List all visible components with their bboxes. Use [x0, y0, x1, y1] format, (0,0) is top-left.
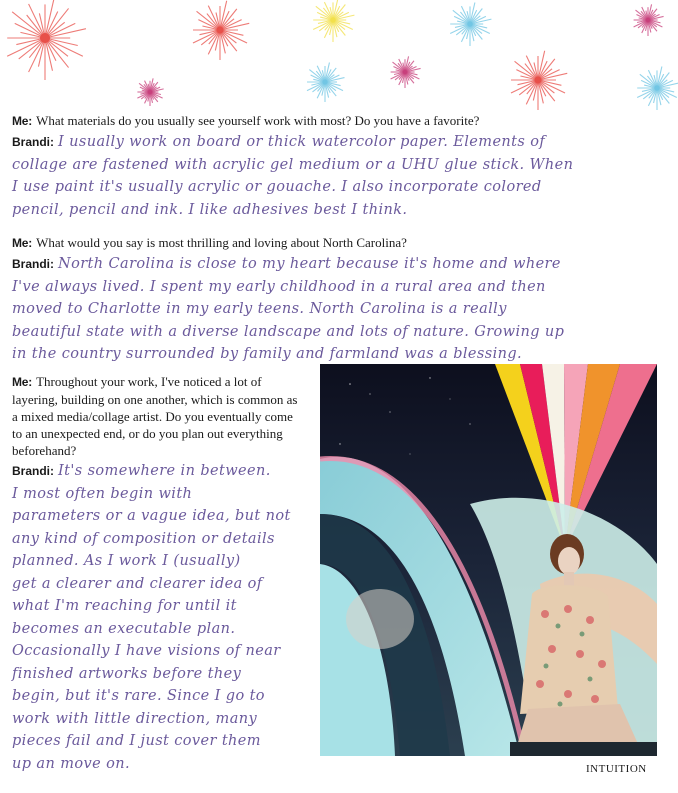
starburst [307, 63, 345, 102]
speaker-me-label: Me: [12, 375, 33, 389]
starburst [450, 3, 491, 46]
question-line: beforehand? [12, 443, 77, 458]
answer-text [12, 256, 662, 366]
starburst [7, 0, 86, 80]
answer-line: planned. As I work I (usually) [12, 553, 241, 569]
answer-line: pieces fail and I just cover them [12, 733, 261, 749]
speaker-brandi-label: Brandi: [12, 135, 54, 149]
qa-block-materials [12, 112, 662, 221]
answer-text [12, 134, 662, 221]
answer-line: work with little direction, many [12, 710, 258, 727]
answer-line: I use paint it's usually acrylic or gouache. I also incorporate colored [12, 179, 542, 195]
speaker-brandi-label: Brandi: [12, 257, 54, 271]
answer-line: in the country surrounded by family and farmland was a blessing. [12, 346, 523, 362]
answer-line: pencil, pencil and ink. I like adhesives best I think. [12, 201, 408, 218]
question-line: layering, building on one another, which is common as [12, 392, 298, 407]
answer-line: becomes an executable plan. [12, 620, 236, 637]
starburst [137, 78, 163, 106]
artwork-caption: INTUITION [586, 763, 647, 775]
starburst [313, 0, 354, 42]
starburst [511, 51, 567, 110]
question-materials [12, 112, 662, 130]
question-north-carolina [12, 234, 662, 252]
starburst [193, 1, 249, 60]
answer-line: begin, but it's rare. Since I go to [12, 688, 265, 704]
answer-text [12, 463, 332, 775]
speaker-me-label: Me: [12, 114, 33, 128]
answer-line: I most often begin with [12, 485, 193, 502]
starburst [391, 56, 421, 88]
question-line: to an unexpected end, or do you plan out everything [12, 426, 283, 441]
artwork-intuition-image [320, 364, 657, 756]
smudge-mark [346, 589, 414, 649]
answer-materials [12, 131, 662, 221]
answer-line: I usually work on board or thick watercolor paper. Elements of [58, 134, 546, 150]
question-line: a mixed media/collage artist. Do you eventually come [12, 409, 293, 424]
answer-process [12, 460, 332, 775]
answer-line: any kind of composition or details [12, 530, 275, 547]
question-line: Throughout your work, I've noticed a lot of [36, 374, 262, 389]
answer-line: Occasionally I have visions of near [12, 643, 281, 659]
question-process [12, 373, 332, 459]
answer-line: It's somewhere in between. [58, 463, 271, 479]
starburst [634, 4, 664, 36]
answer-line: get a clearer and clearer idea of [12, 575, 263, 592]
qa-block-north-carolina [12, 234, 662, 366]
answer-north-carolina [12, 253, 662, 366]
answer-line: finished artworks before they [12, 665, 242, 682]
starburst-decoration [0, 0, 678, 112]
answer-line: beautiful state with a diverse landscape and lots of nature. Growing up [12, 323, 565, 340]
speaker-brandi-label: Brandi: [12, 464, 54, 478]
question-text: What would you say is most thrilling and loving about North Carolina? [36, 235, 407, 250]
answer-line: North Carolina is close to my heart because it's home and where [58, 256, 561, 272]
speaker-me-label: Me: [12, 236, 33, 250]
answer-line: collage are fastened with acrylic gel medium or a UHU glue stick. When [12, 156, 574, 173]
question-text: What materials do you usually see yourself work with most? Do you have a favorite? [36, 113, 480, 128]
answer-line: what I'm reaching for until it [12, 598, 237, 614]
answer-line: up an move on. [12, 755, 130, 772]
qa-block-process [12, 373, 332, 775]
answer-line: moved to Charlotte in my early teens. North Carolina is a really [12, 301, 507, 317]
collage-illustration [320, 364, 657, 756]
answer-line: I've always lived. I spent my early childhood in a rural area and then [12, 278, 546, 295]
starburst [637, 67, 678, 110]
answer-line: parameters or a vague idea, but not [12, 508, 291, 524]
